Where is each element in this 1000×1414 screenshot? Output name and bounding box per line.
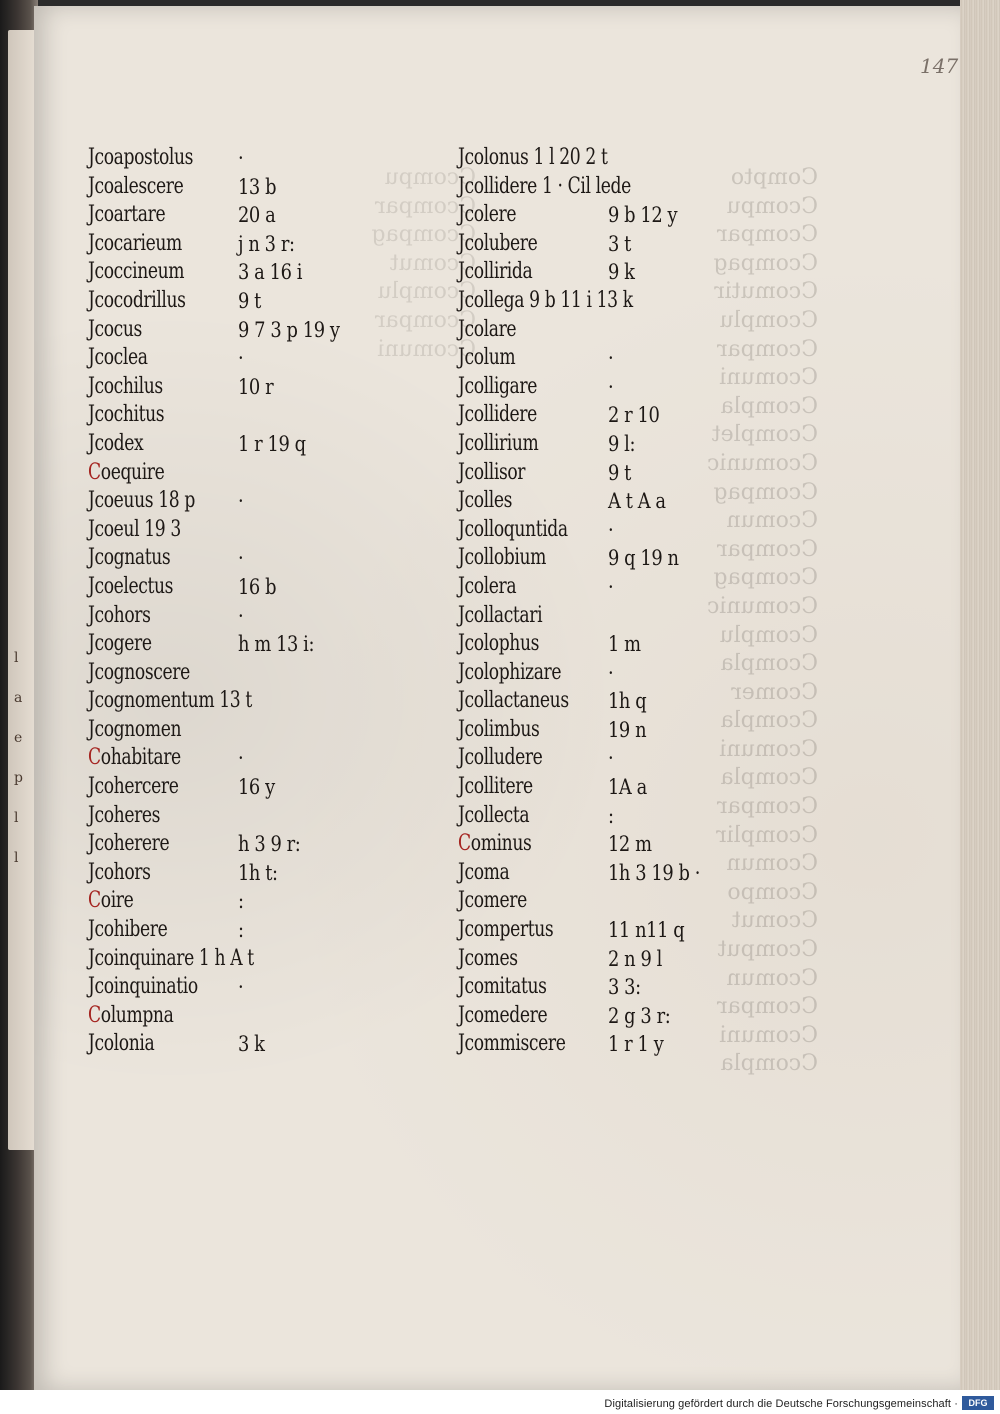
show-through-line: Ccomun: [726, 508, 818, 534]
right-column: [458, 144, 701, 1059]
show-through-line: Ccomuni: [719, 365, 818, 391]
entry-reference: ·: [608, 746, 614, 771]
entry-reference: ·: [238, 489, 244, 514]
entry-reference: 2 n 9 l: [608, 946, 662, 971]
entry-headword: Jcollirium: [458, 430, 539, 456]
entry-reference: h m 13 i:: [238, 632, 315, 657]
entry-headword: Jcohercere: [88, 774, 179, 800]
index-entry: [458, 144, 688, 173]
show-through-line: Ccompla: [720, 708, 818, 734]
entry-reference: 1 m: [608, 632, 641, 657]
entry-reference: 3 t: [608, 231, 631, 256]
entry-headword: Jcolum: [458, 345, 516, 371]
entry-reference: 1h t:: [238, 860, 278, 885]
entry-headword: Jcohors: [88, 859, 151, 885]
entry-headword: Jcohibere: [88, 917, 168, 943]
entry-reference: 12 m: [608, 832, 652, 857]
index-entry: [458, 716, 688, 745]
entry-headword: Jcollirida: [458, 259, 533, 285]
entry-headword: Jcolare: [458, 316, 517, 342]
show-through-line: Ccomuni: [719, 736, 818, 762]
index-entry: [88, 573, 308, 602]
show-through-line: Ccompo: [727, 879, 818, 905]
index-entry: [458, 516, 688, 545]
index-entry: [88, 373, 308, 402]
entry-headword: Jcoartare: [88, 202, 166, 228]
facing-page-edge: [8, 30, 36, 1150]
entry-reference: 9 k: [608, 260, 635, 285]
folio-number: 147: [920, 54, 959, 78]
entry-headword: Jcocus: [88, 316, 142, 342]
index-entry: [458, 1002, 688, 1031]
index-entry: [88, 945, 308, 974]
entry-reference: 9 t: [238, 288, 261, 313]
index-entry: [458, 945, 688, 974]
index-entry: [88, 544, 308, 573]
entry-reference: 16 y: [238, 775, 275, 800]
entry-reference: ·: [608, 374, 614, 399]
index-entry: [458, 373, 688, 402]
index-entry: [88, 659, 308, 688]
index-entry: [88, 859, 308, 888]
entry-reference: :: [238, 918, 244, 943]
index-entry: [458, 287, 688, 316]
index-entry: [458, 744, 688, 773]
index-entry: [458, 630, 688, 659]
entry-reference: 9 b 12 y: [608, 203, 678, 228]
entry-reference: 1 r 19 q: [238, 431, 306, 456]
entry-headword: Jcoclea: [88, 345, 148, 371]
entry-headword: Coire: [88, 888, 134, 914]
entry-reference: ·: [238, 546, 244, 571]
index-entry: [88, 144, 308, 173]
entry-headword: Jcolles: [458, 488, 513, 514]
entry-headword: Jcognomentum 13 t: [88, 688, 252, 714]
show-through-line: Ccompag: [713, 565, 818, 591]
entry-reference: 19 n: [608, 717, 647, 742]
entry-reference: 9 l:: [608, 431, 636, 456]
entry-headword: Jcohors: [88, 602, 151, 628]
show-through-line: Ccomplu: [719, 307, 818, 333]
entry-headword: Jcolonia: [88, 1031, 155, 1057]
index-entry: [88, 516, 308, 545]
entry-headword: Jcolere: [458, 202, 517, 228]
entry-headword: Jcodex: [88, 430, 144, 456]
footer-bar: [0, 1390, 1000, 1414]
entry-headword: Jcollitere: [458, 774, 533, 800]
facing-page-fragment: e: [14, 730, 23, 746]
index-entry: [88, 1030, 308, 1059]
entry-headword: Jcomedere: [458, 1002, 548, 1028]
entry-headword: Jcochilus: [88, 373, 163, 399]
entry-headword: Jcolophizare: [458, 659, 562, 685]
index-entry: [88, 973, 308, 1002]
show-through-line: Ccomuni: [719, 1022, 818, 1048]
index-entry: [458, 602, 688, 631]
show-through-line: Ccomplu: [377, 279, 476, 305]
entry-headword: Jcoheres: [88, 802, 161, 828]
entry-headword: Jcogere: [88, 631, 152, 657]
entry-headword: Jcomitatus: [458, 974, 547, 1000]
index-entry: [458, 659, 688, 688]
index-entry: [88, 173, 308, 202]
show-through-line: Ccomunic: [707, 450, 818, 476]
index-entry: [458, 316, 688, 345]
entry-reference: ·: [238, 146, 244, 170]
entry-reference: :: [238, 889, 244, 914]
index-entry: [458, 173, 688, 202]
entry-headword: Jcoinquinare 1 h A t: [88, 945, 254, 971]
index-entry: [88, 687, 308, 716]
entry-reference: ·: [238, 346, 244, 371]
entry-reference: 9 q 19 n: [608, 546, 679, 571]
index-entry: [458, 459, 688, 488]
show-through-line: Ccompla: [720, 393, 818, 419]
entry-reference: ·: [608, 346, 614, 371]
index-entry: [458, 573, 688, 602]
show-through-line: Ccompla: [720, 651, 818, 677]
entry-headword: Jcocarieum: [88, 230, 182, 256]
facing-page-fragment: p: [14, 770, 23, 786]
index-entry: [458, 344, 688, 373]
entry-reference: 9 t: [608, 460, 631, 485]
index-entry: [88, 316, 340, 345]
index-entry: [88, 230, 308, 259]
index-entry: [88, 716, 308, 745]
index-entry: [458, 430, 688, 459]
entry-reference: 3 k: [238, 1032, 265, 1057]
show-through-line: Ccompar: [717, 536, 818, 562]
show-through-line: Ccomplir: [716, 822, 818, 848]
show-through-line: Ccomun: [726, 965, 818, 991]
entry-reference: 9 7 3 p 19 y: [238, 317, 340, 342]
entry-reference: ·: [238, 746, 244, 771]
facing-page-fragment: l: [14, 810, 19, 826]
entry-reference: ·: [238, 603, 244, 628]
index-entry: [458, 230, 688, 259]
index-entry: [458, 401, 688, 430]
entry-headword: Jcoherere: [88, 831, 170, 857]
entry-headword: Jcoapostolus: [88, 145, 194, 170]
facing-page-fragment: a: [14, 690, 23, 706]
show-through-line: Ccomer: [731, 679, 818, 705]
show-through-line: Ccomplet: [711, 422, 818, 448]
entry-headword: Jcoinquinatio: [88, 974, 198, 1000]
index-entry: [88, 887, 308, 916]
show-through-line: Ccomutir: [714, 279, 818, 305]
index-entry: [88, 258, 308, 287]
entry-reference: :: [608, 803, 614, 828]
index-entry: [88, 430, 308, 459]
index-entry: [458, 973, 688, 1002]
entry-headword: Jcommiscere: [458, 1031, 566, 1057]
entry-reference: 1h 3 19 b ·: [608, 860, 701, 885]
facing-page-fragment: l: [14, 850, 19, 866]
entry-headword: Jcolligare: [458, 373, 537, 399]
show-through-line: Ccompag: [713, 250, 818, 276]
index-entry: [458, 802, 688, 831]
entry-headword: Jcollega 9 b 11 i 13 k: [458, 287, 633, 313]
index-entry: [458, 487, 688, 516]
index-entry: [458, 887, 688, 916]
index-entry: [458, 258, 688, 287]
entry-headword: Jcomes: [458, 945, 518, 971]
entry-headword: Columpna: [88, 1002, 174, 1028]
index-entry: [88, 630, 315, 659]
show-through-line: Ccompla: [720, 1051, 818, 1077]
entry-reference: 2 r 10: [608, 403, 660, 428]
entry-headword: Jcolludere: [458, 745, 543, 771]
show-through-line: Ccomun: [726, 851, 818, 877]
entry-reference: ·: [608, 574, 614, 599]
index-entry: [458, 544, 688, 573]
entry-headword: Jcollidere: [458, 402, 537, 428]
show-through-line: Ccompar: [717, 794, 818, 820]
index-entry: [88, 602, 308, 631]
entry-headword: Jcognomen: [88, 716, 182, 742]
index-entry: [458, 830, 688, 859]
index-entry: [88, 916, 308, 945]
entry-headword: Jcompertus: [458, 917, 554, 943]
entry-headword: Jcoma: [458, 859, 510, 885]
index-entry: [88, 201, 308, 230]
index-entry: [88, 744, 308, 773]
index-entry: [88, 802, 308, 831]
index-entry: [458, 859, 701, 888]
entry-headword: Jcoelectus: [88, 573, 174, 599]
index-entry: [88, 344, 308, 373]
entry-headword: Jcocodrillus: [88, 287, 186, 313]
entry-reference: 1h q: [608, 689, 647, 714]
show-through-line: Ccomuni: [377, 336, 476, 362]
entry-reference: j n 3 r:: [238, 231, 295, 256]
book-spine: [0, 0, 38, 1390]
index-entry: [88, 401, 308, 430]
index-entry: [88, 830, 308, 859]
entry-headword: Jcolera: [458, 573, 517, 599]
entry-reference: ·: [238, 975, 244, 1000]
left-column: [88, 144, 340, 1059]
index-entry: [458, 201, 688, 230]
index-entry: [88, 487, 308, 516]
entry-reference: 1A a: [608, 775, 647, 800]
entry-headword: Jcognoscere: [88, 659, 190, 685]
entry-reference: 20 a: [238, 203, 276, 228]
entry-headword: Jcollisor: [458, 459, 526, 485]
show-through-line: Ccompar: [375, 307, 476, 333]
index-entry: [88, 287, 308, 316]
show-through-line: Ccomut: [731, 908, 818, 934]
show-through-line: Ccompag: [713, 479, 818, 505]
entry-headword: Jcognatus: [88, 545, 171, 571]
entry-headword: Cohabitare: [88, 745, 181, 771]
index-entry: [458, 773, 688, 802]
show-through-line: Ccompla: [720, 765, 818, 791]
entry-reference: 11 n11 q: [608, 918, 685, 943]
entry-headword: Jcoalescere: [88, 173, 184, 199]
show-through-line: Compto: [730, 165, 818, 190]
entry-headword: Jcoccineum: [88, 259, 185, 285]
facing-page-fragment: l: [14, 650, 19, 666]
entry-reference: ·: [608, 517, 614, 542]
index-entry: [88, 1002, 308, 1031]
show-through-line: Ccomplu: [719, 622, 818, 648]
entry-headword: Jcoeul 19 3: [88, 516, 181, 542]
entry-headword: Jcollobium: [458, 545, 547, 571]
entry-headword: Jcollactari: [458, 602, 543, 628]
show-through-line: Ccompag: [371, 222, 476, 248]
index-entry: [88, 459, 308, 488]
entry-headword: Jcolloquntida: [458, 516, 568, 542]
funding-credit: Digitalisierung gefördert durch die Deutsche Forschungsgemeinschaft ·: [604, 1398, 958, 1410]
show-through-line: Ccomunic: [707, 593, 818, 619]
entry-headword: Jcolonus 1 l 20 2 t: [458, 145, 608, 170]
entry-headword: Coequire: [88, 459, 165, 485]
entry-reference: 13 b: [238, 174, 277, 199]
entry-reference: h 3 9 r:: [238, 832, 301, 857]
index-entry: [458, 1030, 688, 1059]
show-through-line: Ccomut: [389, 250, 476, 276]
entry-headword: Jcoeuus 18 p: [88, 488, 195, 514]
entry-reference: ·: [608, 660, 614, 685]
entry-reference: 3 3:: [608, 975, 641, 1000]
show-through-line: Ccompar: [717, 994, 818, 1020]
index-entry: [458, 687, 688, 716]
entry-reference: 16 b: [238, 574, 277, 599]
show-through-line: Ccompar: [375, 193, 476, 219]
entry-headword: Jcolophus: [458, 631, 540, 657]
page-edges: [960, 0, 1000, 1390]
show-through-line: Ccomput: [717, 937, 818, 963]
entry-reference: 1 r 1 y: [608, 1032, 664, 1057]
show-through-line: Ccompu: [384, 165, 476, 190]
show-through-line: Ccompu: [726, 193, 818, 219]
dfg-logo: DFG: [962, 1396, 994, 1410]
entry-reference: 10 r: [238, 374, 274, 399]
entry-headword: Jcochitus: [88, 402, 165, 428]
entry-headword: Jcollactaneus: [458, 688, 569, 714]
entry-headword: Jcomere: [458, 888, 527, 914]
entry-reference: 3 a 16 i: [238, 260, 303, 285]
show-through-line: Ccompar: [717, 222, 818, 248]
entry-headword: Jcollidere 1 · Cil lede: [458, 173, 631, 199]
index-entry: [458, 916, 688, 945]
entry-headword: Jcolubere: [458, 230, 538, 256]
entry-headword: Cominus: [458, 831, 532, 857]
entry-reference: 2 g 3 r:: [608, 1003, 671, 1028]
index-entry: [88, 773, 308, 802]
show-through-line: Ccompar: [717, 336, 818, 362]
entry-headword: Jcollecta: [458, 802, 530, 828]
entry-headword: Jcolimbus: [458, 716, 540, 742]
entry-reference: A t A a: [608, 489, 666, 514]
